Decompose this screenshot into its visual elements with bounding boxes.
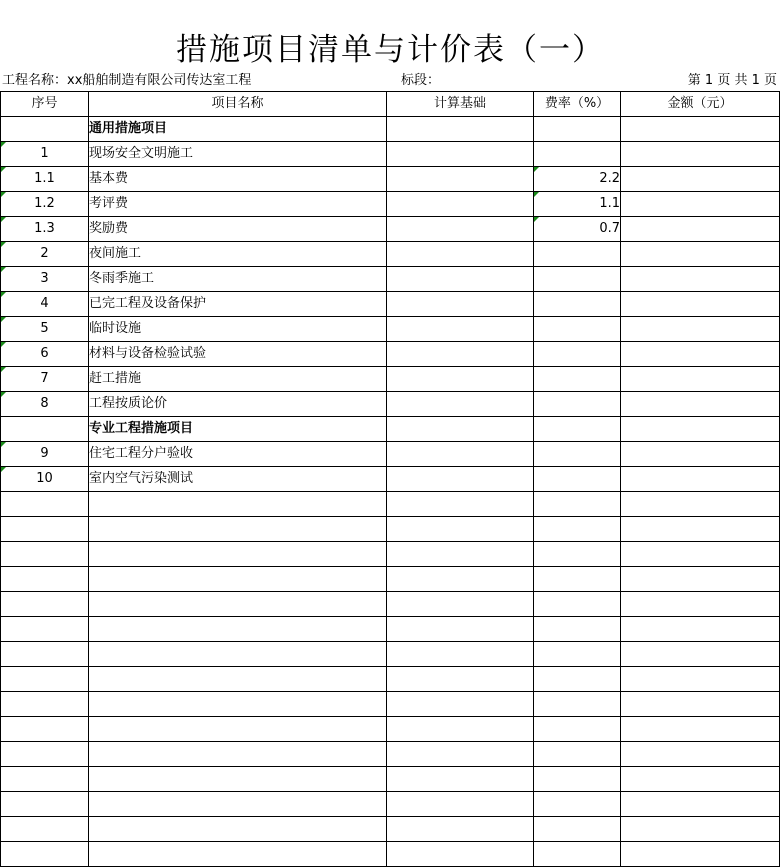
cell-item-name[interactable]: [89, 667, 387, 692]
cell-rate[interactable]: [534, 267, 621, 292]
cell-rate[interactable]: [534, 517, 621, 542]
cell-note-marker-icon: [1, 192, 6, 197]
cell-no[interactable]: [1, 767, 89, 792]
table-row: [1, 192, 780, 217]
cell-note-marker-icon: [534, 192, 539, 197]
cell-calc-base[interactable]: [387, 217, 534, 242]
table-header-row: [1, 92, 780, 117]
cell-amount[interactable]: [621, 617, 780, 642]
cell-amount[interactable]: [621, 742, 780, 767]
cell-rate[interactable]: [534, 642, 621, 667]
page-indicator: 第 1 页 共 1 页: [687, 73, 777, 88]
table-row: [1, 442, 780, 467]
table-row: [1, 417, 780, 442]
cell-item-name[interactable]: [89, 692, 387, 717]
table-row: [1, 342, 780, 367]
cell-amount[interactable]: [621, 767, 780, 792]
cell-no-text: 10: [36, 471, 53, 486]
cell-item-name[interactable]: [89, 617, 387, 642]
cell-rate-text: 1.1: [599, 196, 620, 211]
cell-rate[interactable]: [534, 317, 621, 342]
cell-item-name[interactable]: [89, 767, 387, 792]
cell-item-name-text: 奖励费: [89, 221, 129, 236]
cell-amount[interactable]: [621, 217, 780, 242]
cell-item-name[interactable]: [89, 467, 387, 492]
cell-rate[interactable]: [534, 567, 621, 592]
cell-no-text: 7: [40, 371, 49, 386]
cell-item-name[interactable]: [89, 367, 387, 392]
cell-no[interactable]: [1, 692, 89, 717]
cell-no-text: 8: [40, 396, 49, 411]
cell-amount[interactable]: [621, 417, 780, 442]
cell-no[interactable]: [1, 467, 89, 492]
cell-rate[interactable]: [534, 742, 621, 767]
cell-item-name-text: 专业工程措施项目: [89, 421, 194, 436]
cell-calc-base[interactable]: [387, 292, 534, 317]
table-row: [1, 492, 780, 517]
cell-amount[interactable]: [621, 192, 780, 217]
table-row: [1, 392, 780, 417]
cell-item-name[interactable]: [89, 592, 387, 617]
cell-item-name-text: 考评费: [89, 196, 129, 211]
cell-amount[interactable]: [621, 667, 780, 692]
cell-no[interactable]: [1, 167, 89, 192]
cell-item-name[interactable]: [89, 742, 387, 767]
cell-note-marker-icon: [1, 217, 6, 222]
cell-amount[interactable]: [621, 542, 780, 567]
cell-no-text: 3: [40, 271, 49, 286]
cell-rate[interactable]: [534, 667, 621, 692]
col-header-amount: 金额（元）: [621, 92, 780, 117]
cell-calc-base[interactable]: [387, 792, 534, 817]
cell-amount[interactable]: [621, 442, 780, 467]
cell-item-name[interactable]: [89, 217, 387, 242]
table-row: [1, 817, 780, 842]
cell-no-text: 1.2: [34, 196, 55, 211]
cell-amount[interactable]: [621, 642, 780, 667]
cell-rate[interactable]: [534, 167, 621, 192]
col-header-no: 序号: [1, 92, 89, 117]
table-row: [1, 367, 780, 392]
cell-amount[interactable]: [621, 267, 780, 292]
cell-item-name[interactable]: [89, 167, 387, 192]
cell-calc-base[interactable]: [387, 642, 534, 667]
cell-rate[interactable]: [534, 417, 621, 442]
cell-no[interactable]: [1, 592, 89, 617]
table-row: [1, 717, 780, 742]
cell-rate-text: 0.7: [599, 221, 620, 236]
cell-rate[interactable]: [534, 467, 621, 492]
cell-rate[interactable]: [534, 592, 621, 617]
cell-note-marker-icon: [1, 317, 6, 322]
cell-item-name[interactable]: [89, 292, 387, 317]
cell-item-name[interactable]: [89, 192, 387, 217]
cell-item-name-text: 材料与设备检验试验: [89, 346, 207, 361]
cell-item-name-text: 室内空气污染测试: [89, 471, 194, 486]
cell-no[interactable]: [1, 642, 89, 667]
cell-item-name[interactable]: [89, 267, 387, 292]
cell-item-name-text: 临时设施: [89, 321, 142, 336]
cell-rate[interactable]: [534, 792, 621, 817]
cell-amount[interactable]: [621, 317, 780, 342]
cell-rate[interactable]: [534, 392, 621, 417]
project-name: 工程名称：xx船舶制造有限公司传达室工程: [2, 73, 252, 88]
cell-rate[interactable]: [534, 617, 621, 642]
table-row: [1, 292, 780, 317]
cell-rate[interactable]: [534, 292, 621, 317]
cell-item-name-text: 夜间施工: [89, 246, 142, 261]
table-row: [1, 592, 780, 617]
cell-item-name[interactable]: [89, 142, 387, 167]
cell-item-name-text: 通用措施项目: [89, 121, 168, 136]
cell-rate-text: 2.2: [599, 171, 620, 186]
cell-calc-base[interactable]: [387, 817, 534, 842]
cell-amount[interactable]: [621, 142, 780, 167]
cell-no[interactable]: [1, 842, 89, 867]
cell-item-name-text: 冬雨季施工: [89, 271, 155, 286]
cell-no[interactable]: [1, 342, 89, 367]
cell-calc-base[interactable]: [387, 117, 534, 142]
cell-calc-base[interactable]: [387, 742, 534, 767]
cell-note-marker-icon: [1, 267, 6, 272]
cell-item-name[interactable]: [89, 642, 387, 667]
col-header-base: 计算基础: [387, 92, 534, 117]
cell-amount[interactable]: [621, 517, 780, 542]
cell-calc-base[interactable]: [387, 842, 534, 867]
cell-item-name-text: 基本费: [89, 171, 129, 186]
cell-no[interactable]: [1, 717, 89, 742]
cell-rate[interactable]: [534, 542, 621, 567]
cell-amount[interactable]: [621, 242, 780, 267]
cell-calc-base[interactable]: [387, 267, 534, 292]
cell-item-name[interactable]: [89, 117, 387, 142]
cell-item-name-text: 已完工程及设备保护: [89, 296, 207, 311]
cell-rate[interactable]: [534, 242, 621, 267]
cell-no[interactable]: [1, 617, 89, 642]
cell-amount[interactable]: [621, 592, 780, 617]
cell-calc-base[interactable]: [387, 442, 534, 467]
cell-calc-base[interactable]: [387, 492, 534, 517]
cell-amount[interactable]: [621, 792, 780, 817]
cell-note-marker-icon: [534, 167, 539, 172]
measures-table: [0, 91, 780, 867]
cell-item-name-text: 现场安全文明施工: [89, 146, 194, 161]
cell-no[interactable]: [1, 317, 89, 342]
cell-rate[interactable]: [534, 192, 621, 217]
cell-rate[interactable]: [534, 842, 621, 867]
cell-item-name[interactable]: [89, 842, 387, 867]
cell-no-text: 1.1: [34, 171, 55, 186]
cell-amount[interactable]: [621, 492, 780, 517]
cell-calc-base[interactable]: [387, 317, 534, 342]
cell-no[interactable]: [1, 142, 89, 167]
table-row: [1, 142, 780, 167]
table-row: [1, 467, 780, 492]
table-row: [1, 842, 780, 867]
cell-rate[interactable]: [534, 142, 621, 167]
cell-no[interactable]: [1, 192, 89, 217]
cell-item-name[interactable]: [89, 442, 387, 467]
cell-calc-base[interactable]: [387, 592, 534, 617]
cell-no-text: 5: [40, 321, 49, 336]
table-row: [1, 542, 780, 567]
cell-no[interactable]: [1, 392, 89, 417]
cell-no-text: 2: [40, 246, 49, 261]
cell-amount[interactable]: [621, 342, 780, 367]
cell-item-name[interactable]: [89, 242, 387, 267]
cell-no[interactable]: [1, 267, 89, 292]
cell-rate[interactable]: [534, 492, 621, 517]
table-row: [1, 667, 780, 692]
cell-no[interactable]: [1, 567, 89, 592]
cell-calc-base[interactable]: [387, 192, 534, 217]
cell-no[interactable]: [1, 817, 89, 842]
cell-no[interactable]: [1, 292, 89, 317]
cell-calc-base[interactable]: [387, 242, 534, 267]
table-row: [1, 517, 780, 542]
cell-note-marker-icon: [1, 242, 6, 247]
cell-calc-base[interactable]: [387, 392, 534, 417]
cell-calc-base[interactable]: [387, 767, 534, 792]
cell-note-marker-icon: [1, 392, 6, 397]
table-row: [1, 242, 780, 267]
cell-rate[interactable]: [534, 692, 621, 717]
col-header-rate: 费率（%）: [534, 92, 621, 117]
cell-no[interactable]: [1, 792, 89, 817]
cell-rate[interactable]: [534, 217, 621, 242]
cell-no[interactable]: [1, 667, 89, 692]
cell-calc-base[interactable]: [387, 567, 534, 592]
table-body: [1, 117, 780, 867]
cell-amount[interactable]: [621, 392, 780, 417]
cell-no[interactable]: [1, 417, 89, 442]
cell-no[interactable]: [1, 442, 89, 467]
cell-no-text: 1.3: [34, 221, 55, 236]
cell-calc-base[interactable]: [387, 167, 534, 192]
table-row: [1, 642, 780, 667]
cell-item-name[interactable]: [89, 542, 387, 567]
cell-amount[interactable]: [621, 367, 780, 392]
table-row: [1, 767, 780, 792]
cell-no[interactable]: [1, 517, 89, 542]
cell-calc-base[interactable]: [387, 667, 534, 692]
cell-amount[interactable]: [621, 467, 780, 492]
cell-amount[interactable]: [621, 292, 780, 317]
cell-item-name[interactable]: [89, 417, 387, 442]
cell-calc-base[interactable]: [387, 342, 534, 367]
cell-amount[interactable]: [621, 567, 780, 592]
cell-calc-base[interactable]: [387, 617, 534, 642]
table-row: [1, 217, 780, 242]
cell-note-marker-icon: [1, 367, 6, 372]
table-row: [1, 117, 780, 142]
cell-no[interactable]: [1, 742, 89, 767]
table-row: [1, 167, 780, 192]
cell-item-name[interactable]: [89, 717, 387, 742]
cell-item-name[interactable]: [89, 392, 387, 417]
cell-rate[interactable]: [534, 342, 621, 367]
cell-rate[interactable]: [534, 717, 621, 742]
cell-calc-base[interactable]: [387, 142, 534, 167]
cell-no[interactable]: [1, 117, 89, 142]
cell-calc-base[interactable]: [387, 717, 534, 742]
cell-amount[interactable]: [621, 167, 780, 192]
cell-note-marker-icon: [1, 442, 6, 447]
cell-no-text: 9: [40, 446, 49, 461]
table-row: [1, 317, 780, 342]
cell-no[interactable]: [1, 542, 89, 567]
cell-calc-base[interactable]: [387, 542, 534, 567]
cell-item-name[interactable]: [89, 817, 387, 842]
cell-amount[interactable]: [621, 117, 780, 142]
col-header-name: 项目名称: [89, 92, 387, 117]
cell-note-marker-icon: [1, 292, 6, 297]
cell-calc-base[interactable]: [387, 692, 534, 717]
cell-rate[interactable]: [534, 767, 621, 792]
table-row: [1, 742, 780, 767]
cell-calc-base[interactable]: [387, 517, 534, 542]
cell-calc-base[interactable]: [387, 367, 534, 392]
table-row: [1, 267, 780, 292]
cell-note-marker-icon: [1, 342, 6, 347]
cell-note-marker-icon: [1, 467, 6, 472]
cell-no[interactable]: [1, 367, 89, 392]
cell-item-name[interactable]: [89, 317, 387, 342]
cell-rate[interactable]: [534, 817, 621, 842]
page-title: 措施项目清单与计价表（一）: [176, 32, 605, 68]
cell-item-name[interactable]: [89, 517, 387, 542]
cell-no-text: 1: [40, 146, 49, 161]
cell-no[interactable]: [1, 217, 89, 242]
table-row: [1, 617, 780, 642]
cell-item-name-text: 住宅工程分户验收: [89, 446, 194, 461]
cell-no[interactable]: [1, 492, 89, 517]
table-row: [1, 692, 780, 717]
table-row: [1, 567, 780, 592]
cell-amount[interactable]: [621, 717, 780, 742]
cell-amount[interactable]: [621, 817, 780, 842]
cell-amount[interactable]: [621, 692, 780, 717]
cell-item-name[interactable]: [89, 567, 387, 592]
cell-rate[interactable]: [534, 442, 621, 467]
table-row: [1, 792, 780, 817]
cell-note-marker-icon: [534, 217, 539, 222]
cell-item-name[interactable]: [89, 792, 387, 817]
cell-no-text: 6: [40, 346, 49, 361]
cell-item-name-text: 工程按质论价: [89, 396, 168, 411]
cell-calc-base[interactable]: [387, 467, 534, 492]
cell-item-name[interactable]: [89, 492, 387, 517]
cell-amount[interactable]: [621, 842, 780, 867]
cell-note-marker-icon: [1, 167, 6, 172]
section-label: 标段：: [401, 73, 441, 88]
cell-item-name[interactable]: [89, 342, 387, 367]
cell-calc-base[interactable]: [387, 417, 534, 442]
cell-no[interactable]: [1, 242, 89, 267]
cell-rate[interactable]: [534, 367, 621, 392]
cell-rate[interactable]: [534, 117, 621, 142]
cell-note-marker-icon: [1, 142, 6, 147]
cell-item-name-text: 赶工措施: [89, 371, 142, 386]
cell-no-text: 4: [40, 296, 49, 311]
